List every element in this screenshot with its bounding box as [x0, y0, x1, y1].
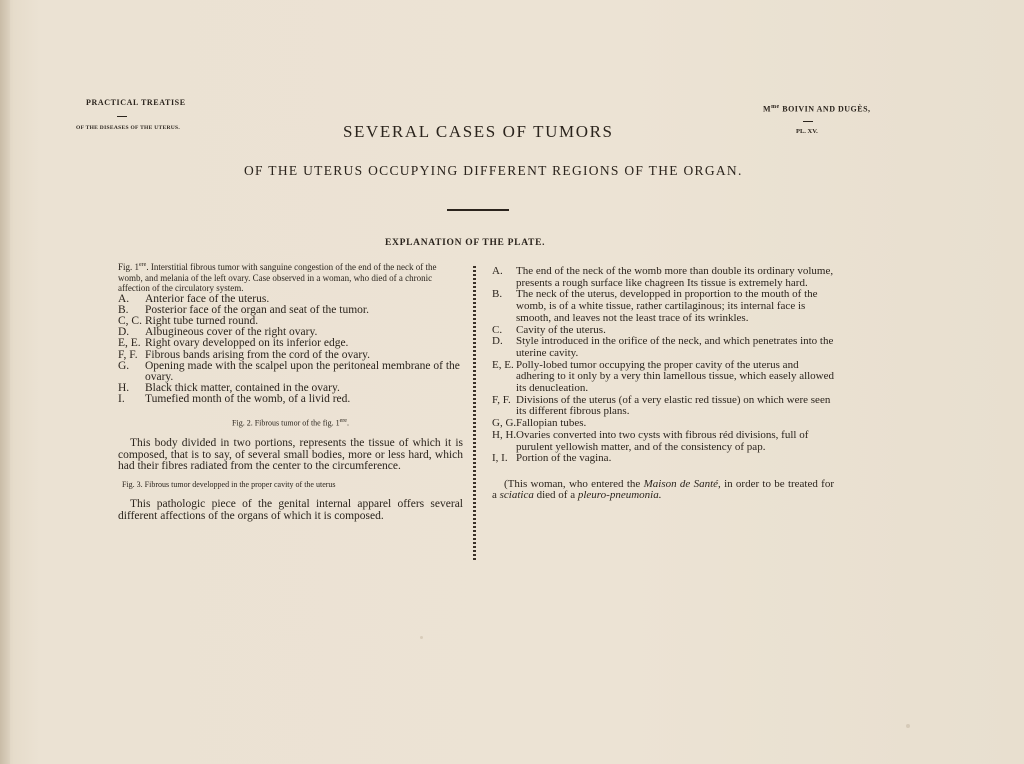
legend-letter: B.	[118, 303, 129, 316]
legend-text: The neck of the uterus, developped in proportion to the mouth of the womb, is of a white tissue, rather cartilaginous; its internal face is smooth, and leaves not the least trace of its wrinkles.	[516, 288, 818, 324]
legend-text: Opening made with the scalpel upon the peritoneal membrane of the ovary.	[145, 359, 460, 383]
legend-letter: B.	[492, 288, 503, 301]
fig1-text: . Interstitial fibrous tumor with sanguine congestion of the end of the neck of the womb, and melania of the left ovary. Case observed in a woman, who died of a chronic affection of the circulatory system.	[118, 262, 437, 293]
legend-letter: C, C.	[118, 314, 142, 327]
fig2-prefix: Fig. 2. Fibrous tumor of the fig. 1	[232, 418, 340, 428]
legend-item	[492, 336, 834, 359]
legend-text: Fallopian tubes.	[516, 417, 587, 430]
closing-italic-1: Maison de Santé	[643, 477, 719, 490]
page-subtitle: OF THE UTERUS OCCUPYING DIFFERENT REGIONS OF THE ORGAN.	[244, 163, 743, 178]
right-legend	[492, 266, 834, 465]
legend-text: Black thick matter, contained in the ovary.	[145, 382, 340, 395]
closing-italic-2: sciatica	[499, 489, 534, 502]
legend-letter: C.	[492, 323, 503, 336]
authors-prefix: M	[763, 104, 772, 114]
legend-letter: A.	[492, 265, 503, 277]
legend-item	[492, 430, 834, 453]
column-divider	[473, 266, 476, 562]
legend-text: Right tube turned round.	[145, 314, 259, 327]
fig1-sup: ere	[139, 262, 147, 268]
legend-letter: E, E.	[492, 358, 514, 371]
closing-text-3: died of a	[533, 489, 578, 502]
legend-letter: I.	[118, 393, 125, 406]
legend-item	[118, 394, 463, 405]
closing-text-2: , in order to be treated for a	[492, 477, 834, 502]
legend-item	[492, 360, 834, 395]
fig2-caption	[118, 416, 463, 429]
paper-spot	[420, 636, 423, 639]
header-left-title: PRACTICAL TREATISE	[86, 98, 186, 107]
legend-text: Fibrous bands arising from the cord of the ovary.	[145, 348, 371, 361]
legend-letter: G, G.	[492, 417, 517, 430]
title-rule	[447, 209, 509, 211]
header-left-dash	[117, 116, 127, 117]
plate-number: PL. XV.	[796, 128, 818, 135]
fig2-paragraph: This body divided in two portions, represents the tissue of which it is composed, that is to say, of several small bodies, more or less hard, which had their fibres radiated from the center to the circumference.	[118, 437, 463, 472]
book-spine-shadow	[0, 0, 10, 764]
header-right-dash	[803, 121, 813, 122]
explanation-heading: EXPLANATION OF THE PLATE.	[385, 238, 546, 248]
legend-letter: E, E.	[118, 337, 141, 350]
legend-item	[492, 395, 834, 418]
legend-text: Portion of the vagina.	[516, 452, 612, 465]
page-title: SEVERAL CASES OF TUMORS	[343, 122, 614, 141]
legend-text: Posterior face of the organ and seat of the tumor.	[145, 303, 369, 316]
legend-item	[492, 266, 834, 289]
legend-letter: D.	[118, 326, 130, 339]
fig2-sup: ere	[339, 417, 347, 424]
legend-item	[492, 453, 834, 465]
fig3-paragraph: This pathologic piece of the genital internal apparel offers several different affections of the organs of which it is composed.	[118, 498, 463, 522]
legend-text: Anterior face of the uterus.	[145, 292, 270, 305]
closing-text-1: (This woman, who entered the	[504, 477, 644, 490]
closing-italic-3: pleuro-pneumonia.	[577, 489, 662, 502]
legend-letter: F, F.	[492, 393, 511, 406]
fig1-legend	[118, 294, 463, 406]
legend-text: Right ovary developped on its inferior edge.	[145, 337, 349, 350]
right-column	[492, 266, 834, 502]
legend-text: The end of the neck of the womb more than double its ordinary volume, presents a rough surface like chagreen Its tissue is extremely hard.	[516, 265, 834, 289]
legend-letter: A.	[118, 292, 130, 305]
legend-letter: G.	[118, 359, 130, 372]
legend-text: Albugineous cover of the right ovary.	[145, 326, 318, 339]
legend-letter: D.	[492, 335, 503, 348]
legend-letter: I, I.	[492, 452, 508, 465]
authors-rest: BOIVIN AND DUGÈS,	[779, 104, 871, 114]
legend-letter: H.	[118, 382, 130, 395]
paper-spot	[906, 724, 910, 728]
fig3-caption: Fig. 3. Fibrous tumor developped in the proper cavity of the uterus	[122, 480, 336, 490]
legend-text: Divisions of the uterus (of a very elastic red tissue) on which were seen its different fibrous plans.	[516, 393, 831, 418]
legend-letter: F, F.	[118, 348, 138, 361]
legend-text: Ovaries converted into two cysts with fibrous réd divisions, full of purulent yellowish matter, and of the consistency of pap.	[516, 428, 809, 453]
fig2-suffix: .	[346, 418, 349, 428]
legend-text: Tumefied month of the womb, of a livid red.	[145, 393, 351, 406]
header-right-authors	[763, 104, 871, 114]
header-left-subtitle: OF THE DISEASES OF THE UTERUS.	[76, 125, 181, 131]
legend-text: Cavity of the uterus.	[516, 323, 606, 336]
legend-item	[492, 289, 834, 324]
legend-letter: H, H.	[492, 428, 517, 441]
closing-note	[492, 479, 834, 502]
authors-sup: me	[771, 104, 780, 110]
legend-text: Style introduced in the orifice of the neck, and which penetrates into the uterine cavity.	[516, 335, 834, 359]
legend-item	[118, 361, 463, 383]
left-column	[118, 260, 463, 522]
fig1-caption	[118, 260, 463, 294]
legend-text: Polly-lobed tumor occupying the proper cavity of the uterus and adhering to it only by a very thin lamellous tissue, which easely allowed its denucleation.	[516, 358, 835, 395]
fig1-prefix: Fig. 1	[118, 262, 140, 272]
